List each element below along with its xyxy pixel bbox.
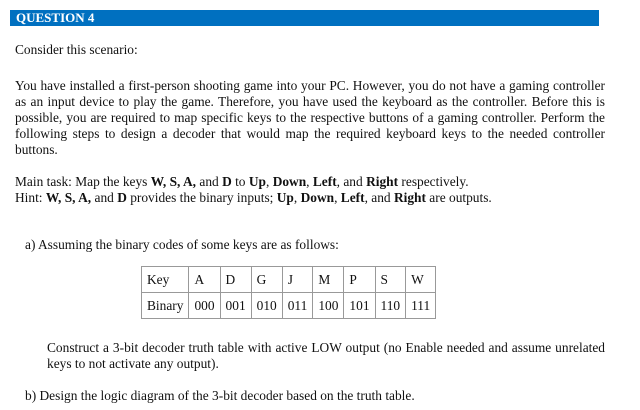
construct-instruction: Construct a 3-bit decoder truth table with active LOW output (no Enable needed and assume unrelated keys to not activate any output). (47, 340, 605, 371)
table-cell: M (313, 267, 344, 293)
table-row (142, 267, 436, 293)
table-cell: G (251, 267, 282, 293)
table-cell: 111 (406, 293, 436, 319)
table-cell: 000 (189, 293, 220, 319)
table-cell: 010 (251, 293, 282, 319)
hint: Hint: W, S, A, and D provides the binary inputs; Up, Down, Left, and Right are outputs. (15, 190, 492, 205)
row-header: Binary (142, 293, 189, 319)
main-task: Main task: Map the keys W, S, A, and D to Up, Down, Left, and Right respectively. (15, 174, 469, 189)
table-cell: J (282, 267, 313, 293)
table-cell: 110 (375, 293, 406, 319)
table-cell: P (344, 267, 375, 293)
intro-text: Consider this scenario: (15, 42, 138, 57)
part-b: b) Design the logic diagram of the 3-bit decoder based on the truth table. (25, 388, 415, 403)
table-cell: A (189, 267, 220, 293)
key-binary-table (141, 266, 436, 319)
question-header: QUESTION 4 (10, 10, 599, 26)
part-a: a) Assuming the binary codes of some keys are as follows: (25, 237, 339, 252)
row-header: Key (142, 267, 189, 293)
table-cell: D (220, 267, 251, 293)
table-cell: 100 (313, 293, 344, 319)
scenario-paragraph: You have installed a first-person shooting game into your PC. However, you do not have a gaming controller as an input device to play the game. Therefore, you have used the keyboard as the controller. Before this is possible, you are required to map specific keys to the respective buttons of a gaming controller. Perform the following steps to design a decoder that would map the required keyboard keys to the needed controller buttons. (15, 78, 605, 157)
table-cell: 001 (220, 293, 251, 319)
table-cell: W (406, 267, 436, 293)
table-cell: S (375, 267, 406, 293)
table-cell: 011 (282, 293, 313, 319)
table-cell: 101 (344, 293, 375, 319)
table-row (142, 293, 436, 319)
